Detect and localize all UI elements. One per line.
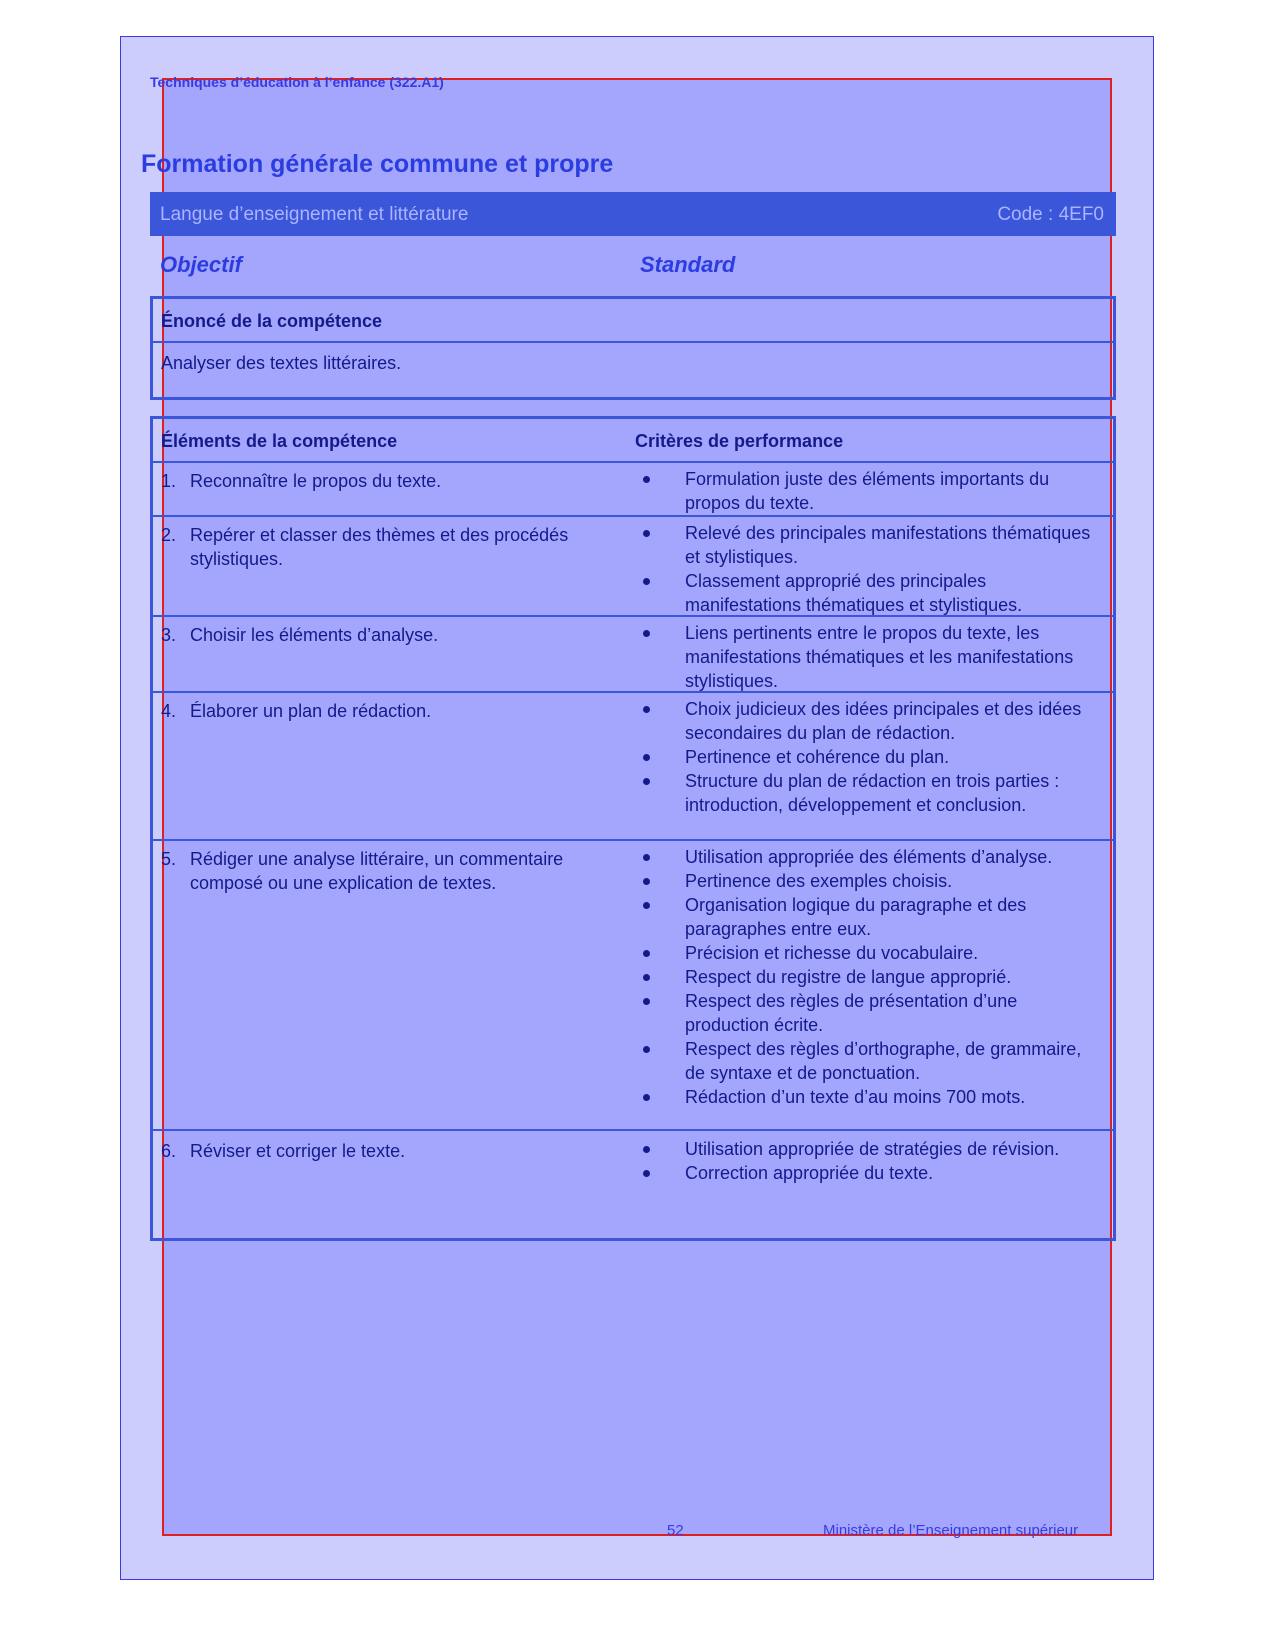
- bullet-icon: [643, 1046, 650, 1053]
- criterion-item: Utilisation appropriée de stratégies de révision.: [643, 1137, 1093, 1161]
- bullet-icon: [643, 974, 650, 981]
- criterion-item: Classement approprié des principales manifestations thématiques et stylistiques.: [643, 569, 1093, 617]
- element-number: 1.: [161, 471, 177, 491]
- bullet-icon: [643, 476, 650, 483]
- element-number: 4.: [161, 701, 177, 721]
- element-text: Choisir les éléments d’analyse.: [190, 625, 439, 645]
- element-text: Reconnaître le propos du texte.: [190, 471, 442, 491]
- bullet-icon: [643, 706, 650, 713]
- statement-heading: Énoncé de la compétence: [153, 299, 1113, 343]
- bullet-icon: [643, 878, 650, 885]
- table-row: [153, 841, 1113, 1131]
- criterion-item: Structure du plan de rédaction en trois parties : introduction, développement et conclusion.: [643, 769, 1093, 817]
- bullet-icon: [643, 998, 650, 1005]
- table-row: [153, 517, 1113, 617]
- criterion-item: Pertinence et cohérence du plan.: [643, 745, 1093, 769]
- criterion-item: Respect du registre de langue approprié.: [643, 965, 1093, 989]
- elements-table: [150, 416, 1116, 1241]
- bullet-icon: [643, 902, 650, 909]
- criterion-item: Précision et richesse du vocabulaire.: [643, 941, 1093, 965]
- element-number: 3.: [161, 625, 177, 645]
- bullet-icon: [643, 950, 650, 957]
- elements-table-header: [153, 419, 1113, 463]
- standard-heading: Standard: [640, 252, 736, 277]
- bullet-icon: [643, 854, 650, 861]
- page-number: 52: [667, 1522, 684, 1539]
- table-row: [153, 617, 1113, 693]
- element-number: 5.: [161, 849, 177, 869]
- element-text: Élaborer un plan de rédaction.: [190, 701, 432, 721]
- table-row: [153, 1131, 1113, 1238]
- elements-heading: Éléments de la compétence: [161, 431, 398, 451]
- element-text: Rédiger une analyse littéraire, un commentaire composé ou une explication de textes.: [190, 849, 564, 893]
- course-code: Code : 4EF0: [997, 204, 1104, 225]
- criterion-item: Relevé des principales manifestations thématiques et stylistiques.: [643, 521, 1093, 569]
- bullet-icon: [643, 1170, 650, 1177]
- criterion-item: Respect des règles d’orthographe, de grammaire, de syntaxe et de ponctuation.: [643, 1037, 1093, 1085]
- criterion-item: Correction appropriée du texte.: [643, 1161, 1093, 1185]
- objective-heading: Objectif: [160, 252, 242, 277]
- statement-text: Analyser des textes littéraires.: [161, 353, 402, 373]
- criterion-item: Pertinence des exemples choisis.: [643, 869, 1093, 893]
- bullet-icon: [643, 578, 650, 585]
- course-bar: [150, 192, 1116, 236]
- criterion-item: Formulation juste des éléments importants du propos du texte.: [643, 467, 1093, 515]
- element-text: Réviser et corriger le texte.: [190, 1141, 406, 1161]
- criteria-heading: Critères de performance: [635, 431, 844, 451]
- criterion-item: Respect des règles de présentation d’une production écrite.: [643, 989, 1093, 1037]
- element-number: 6.: [161, 1141, 177, 1161]
- bullet-icon: [643, 530, 650, 537]
- bullet-icon: [643, 1094, 650, 1101]
- criterion-item: Utilisation appropriée des éléments d’analyse.: [643, 845, 1093, 869]
- course-name: Langue d’enseignement et littérature: [160, 204, 469, 225]
- bullet-icon: [643, 630, 650, 637]
- criterion-item: Liens pertinents entre le propos du texte, les manifestations thématiques et les manifestations stylistiques.: [643, 621, 1093, 693]
- section-title: Formation générale commune et propre: [141, 150, 614, 178]
- element-text: Repérer et classer des thèmes et des procédés stylistiques.: [190, 525, 569, 569]
- criterion-item: Rédaction d’un texte d’au moins 700 mots.: [643, 1085, 1093, 1109]
- bullet-icon: [643, 754, 650, 761]
- statement-box: [150, 296, 1116, 400]
- bullet-icon: [643, 1146, 650, 1153]
- footer-publisher: Ministère de l’Enseignement supérieur: [823, 1522, 1079, 1539]
- criterion-item: Choix judicieux des idées principales et des idées secondaires du plan de rédaction.: [643, 697, 1093, 745]
- table-row: [153, 463, 1113, 517]
- table-row: [153, 693, 1113, 841]
- bullet-icon: [643, 778, 650, 785]
- running-head: Techniques d’éducation à l’enfance (322.A1): [150, 74, 444, 90]
- criterion-item: Organisation logique du paragraphe et des paragraphes entre eux.: [643, 893, 1093, 941]
- element-number: 2.: [161, 525, 177, 545]
